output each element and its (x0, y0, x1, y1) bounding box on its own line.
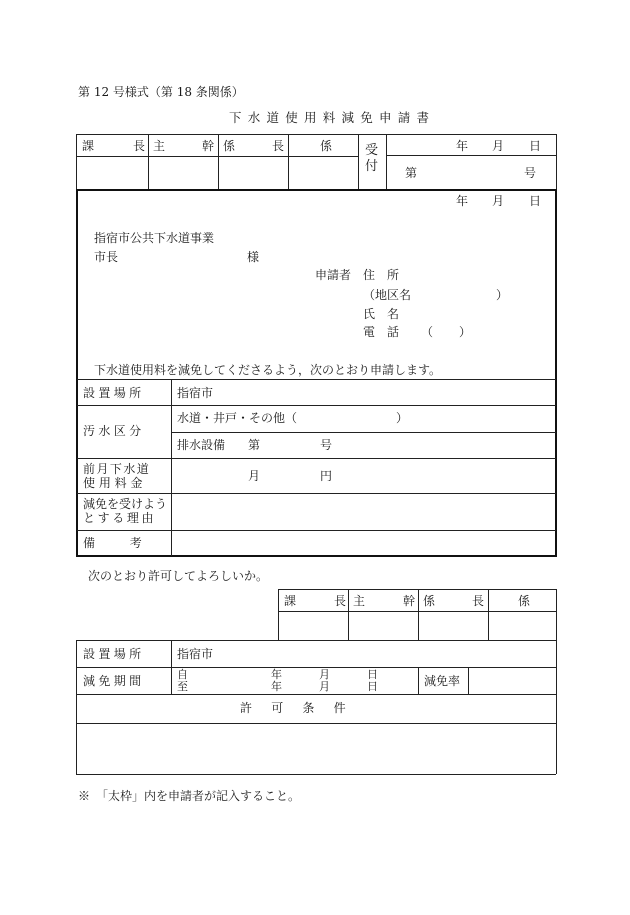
bottom-kakari-cho-label: 長 (472, 594, 485, 608)
name-label: 氏 名 (363, 307, 400, 321)
approval-note: 次のとおり許可してよろしいか。 (88, 569, 269, 583)
prev-fee-month: 月 (248, 469, 261, 483)
apply-year: 年 (456, 194, 469, 208)
footnote: ※ 「太枠」内を申請者が記入すること。 (78, 789, 301, 803)
period-label: 減免期間 (83, 674, 145, 688)
address-label: 住 所 (363, 268, 400, 282)
sewage-type: 水道・井戸・その他（ (177, 411, 298, 425)
phone-label: 電 話 (363, 325, 400, 339)
shu-label: 主 (153, 139, 166, 153)
phone-open: （ (421, 325, 434, 339)
receipt-month: 月 (492, 139, 505, 153)
apply-day: 日 (529, 194, 542, 208)
bottom-cho-label: 長 (334, 594, 347, 608)
drainage-dai: 第 (248, 438, 261, 452)
from-day: 日 (367, 668, 378, 681)
prev-fee-label-2: 使用料金 (83, 476, 147, 490)
period-from: 自 (177, 668, 188, 681)
addressee-title: 市長 (94, 250, 119, 264)
from-month: 月 (319, 668, 330, 681)
form-number: 第 12 号様式（第 18 条関係） (78, 85, 244, 99)
district-label: （地区名 (363, 288, 412, 302)
application-statement: 下水道使用料を減免してくださるよう，次のとおり申請します。 (94, 363, 442, 377)
conditions-label: 許 可 条 件 (240, 701, 350, 715)
bottom-kan-label: 幹 (403, 594, 416, 608)
phone-close: ） (459, 325, 472, 339)
bottom-kakari2-label: 係 (518, 594, 531, 608)
from-year: 年 (271, 668, 282, 681)
cho-label: 長 (133, 139, 146, 153)
location-label: 設置場所 (83, 386, 145, 400)
period-to: 至 (177, 680, 188, 693)
receipt-dai: 第 (405, 166, 418, 180)
kakari2-label: 係 (320, 139, 333, 153)
permit-location-value: 指宿市 (177, 647, 214, 661)
location-value: 指宿市 (177, 386, 214, 400)
remarks-label: 備 考 (83, 536, 146, 550)
receipt-go: 号 (524, 166, 537, 180)
permit-location-label: 設置場所 (83, 647, 145, 661)
sama-label: 様 (247, 250, 260, 264)
kan-label: 幹 (202, 139, 215, 153)
applicant-label: 申請者 (315, 268, 352, 282)
reason-label-1: 減免を受けよう (83, 497, 168, 511)
kakari-cho-label: 長 (272, 139, 285, 153)
drainage-label: 排水設備 (177, 438, 226, 452)
sewage-label: 汚水区分 (83, 424, 145, 438)
bottom-shu-label: 主 (353, 594, 366, 608)
uketsuke-label: 受付 (365, 143, 379, 174)
apply-month: 月 (492, 194, 505, 208)
district-close: ） (496, 288, 509, 302)
bottom-ka-label: 課 (284, 594, 297, 608)
reason-label-2: とする理由 (83, 511, 157, 525)
addressee-org: 指宿市公共下水道事業 (94, 231, 215, 245)
ka-label: 課 (82, 139, 95, 153)
drainage-go: 号 (320, 438, 333, 452)
prev-fee-label-1: 前月下水道 (83, 462, 151, 476)
page-title: 下水道使用料減免申請書 (229, 110, 436, 125)
receipt-day: 日 (529, 139, 542, 153)
sewage-type-close: ） (396, 411, 409, 425)
prev-fee-yen: 円 (320, 469, 333, 483)
to-month: 月 (319, 680, 330, 693)
kakari-label: 係 (223, 139, 236, 153)
receipt-year: 年 (456, 139, 469, 153)
rate-label: 減免率 (424, 674, 461, 688)
to-day: 日 (367, 680, 378, 693)
to-year: 年 (271, 680, 282, 693)
bottom-kakari-label: 係 (423, 594, 436, 608)
